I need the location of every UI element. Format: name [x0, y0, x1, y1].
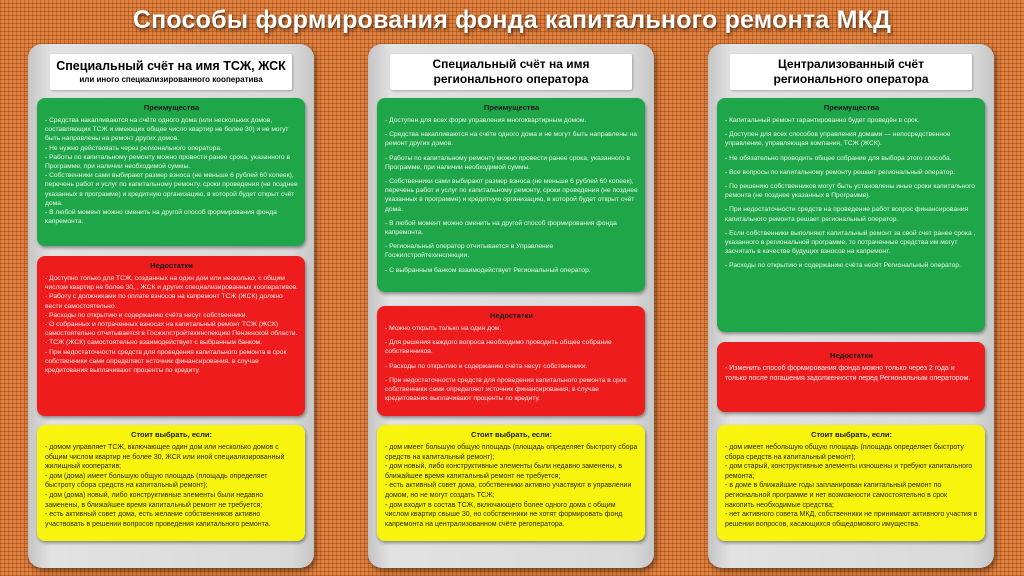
column-title: Специальный счёт на имя ТСЖ, ЖСК: [56, 59, 286, 73]
list-item: - В любой момент можно сменить на другой способ формирования фонда капремонта.: [45, 209, 277, 226]
list-item: - Доступен для всех форм управления многоквартирным домом.: [385, 117, 587, 124]
list-item: - Расходы по открытию и содержанию счёта несёт Региональный оператор.: [725, 262, 961, 270]
choose-box: [37, 425, 305, 541]
choose-title: Стоит выбрать, если:: [131, 430, 212, 439]
list-item: - есть активный совет дома, есть желание собственников активно участвовать в решении вопросов проведения капитального ремонта.: [45, 511, 271, 528]
choose-box: [717, 425, 985, 541]
column-special-account-tszh: [28, 44, 314, 568]
list-item: - Изменить способ формирования фонда можно только через 2 года и только после погашения задолженности перед Региональным оператором.: [725, 365, 971, 382]
list-item: - Средства накапливаются на счёте одного дома (или нескольких домов, составляющих ТСЖ и имеющих общее число квартир не более 30) и не могут быть направлены на ремонт других домов.: [45, 117, 289, 143]
list-item: - нет активного совета МКД, собственники не принимают активного участия в решении вопросов, касающихся общедомового имущества.: [725, 511, 978, 528]
list-item: - Все вопросы по капитальному ремонту решает региональный оператор.: [725, 168, 956, 176]
column-title: Централизованный счёт: [778, 57, 924, 71]
advantages-box: [37, 98, 305, 246]
list-item: - Региональный оператор отчитывается в Управление Госжилстройтехинспекции.: [385, 243, 554, 260]
list-item: - При недостаточности средств на проведение работ вопрос финансирования капитального ремонта решает региональный оператор.: [725, 206, 969, 223]
page-title: Способы формирования фонда капитального ремонта МКД: [132, 6, 892, 34]
list-item: - дом имеет небольшую общую площадь (площадь определяет быстроту сбора средств на капитальный ремонт);: [725, 444, 964, 461]
advantages-title: Преимущества: [143, 103, 200, 112]
list-item: - домом управляет ТСЖ, включающее один дом или несколько домов с общим числом квартир не более 30, ЖСК или иной специализированный жилищный кооператив;: [45, 444, 285, 471]
column-centralized-account: [708, 44, 994, 568]
choose-title: Стоит выбрать, если:: [471, 430, 552, 439]
list-item: - есть активный совет дома, собственники активно участвуют в управлении домом, но не могут создать ТСЖ;: [385, 482, 632, 499]
list-item: - При недостаточности средств для проведения капитального ремонта в срок собственники сами определяют источник финансирования, в случае кредитования выплачивают проценты по кредиту.: [45, 348, 287, 375]
list-item: - При недостаточности средств для проведения капитального ремонта в срок собственники сами определяют источник финансирования, в случае кредитования выплачивают проценты по кредиту.: [385, 376, 627, 403]
list-item: - Работу с должниками по оплате взносов на капремонт ТСЖ (ЖСК) должно вести самостоятельно.: [45, 293, 283, 310]
list-item: - Работы по капитальному ремонту можно провести ранее срока, указанного в Программе, при наличии необходимой суммы.: [385, 154, 631, 171]
disadvantages-title: Недостатки: [150, 261, 193, 270]
list-item: - в доме в ближайшие годы запланирован капитальный ремонт по региональной программе и нет возможности самостоятельно в срок накопить необходимые средства;: [725, 482, 948, 509]
column-subtitle: регионального оператора: [773, 72, 929, 86]
advantages-box: [377, 98, 645, 292]
choose-title: Стоит выбрать, если:: [811, 430, 892, 439]
list-item: - дом новый, либо конструктивные элементы были недавно заменены, в ближайшее время капитальный ремонт не требуется;: [385, 463, 622, 480]
list-item: - дом (дома) новый, либо конструктивные элементы были недавно заменены, в ближайшее время капитальный ремонт не требуется;: [45, 491, 264, 509]
disadvantages-title: Недостатки: [830, 351, 873, 360]
column-subtitle: регионального оператора: [433, 72, 589, 86]
choose-box: [377, 425, 645, 541]
column-special-account-regoperator: [368, 44, 654, 568]
list-item: - Доступен для всех способов управления домами — непосредственное управление, управляющая компания, ТСЖ (ЖСК).: [725, 131, 951, 148]
column-header: [730, 54, 972, 90]
advantages-title: Преимущества: [823, 103, 880, 112]
disadvantages-box: [37, 256, 305, 416]
list-item: - Можно открыть только на один дом.: [385, 325, 502, 332]
list-item: - Капитальный ремонт гарантированно будет проведён в срок.: [725, 117, 920, 124]
list-item: - Собственники сами выбирают размер взноса (не меньше 6 рублей 60 копеек), перечень работ и услуг по капитальному ремонту, сроки проведения (не позднее указанных в программе) и кредитную организацию, в которой будет открыт счёт дома.: [45, 172, 298, 207]
list-item: - дом старый, конструктивные элементы изношены и требуют капитального ремонта;: [725, 463, 973, 480]
column-subtitle: или иного специализированного кооператива: [79, 75, 263, 84]
list-item: - Не нужно действовать через регионального оператора.: [45, 144, 222, 152]
list-item: - Не обязательно проводить общее собрание для выбора этого способа.: [725, 154, 952, 162]
disadvantages-box: [377, 306, 645, 416]
column-header: [50, 54, 292, 90]
list-item: - дом (дома) имеет большую общую площадь (площадь определяет быстроту сбора средств на капитальный ремонт);: [45, 472, 268, 490]
list-item: - Доступно только для ТСЖ, созданных на один дом или несколько, с общим числом квартир не более 30, , ЖСК и других специализированных кооперативов.: [45, 275, 298, 292]
list-item: - С выбранным банком взаимодействует Региональный оператор.: [385, 266, 591, 274]
list-item: - Собственники сами выбирают размер взноса (не меньше 6 рублей 60 копеек), перечень работ и услуг по капитальному ремонту, сроки проведения (не позднее указанных в программе) и кредитную организацию, в которой будет открыт счёт дома.: [385, 178, 638, 213]
list-item: - Средства накапливаются на счёте одного дома и не могут быть направлены на ремонт других домов.: [385, 131, 637, 148]
advantages-title: Преимущества: [483, 103, 540, 112]
list-item: - Расходы по открытию и содержанию счёта несут собственники.: [385, 362, 588, 370]
disadvantages-title: Недостатки: [490, 311, 533, 320]
disadvantages-box: [717, 342, 985, 412]
list-item: - ТСЖ (ЖСК) самостоятельно взаимодействует с выбранным банком.: [45, 339, 263, 347]
list-item: - Если собственники выполняют капитальный ремонт за свой счет ранее срока , указанного в региональной программе, то потраченные средства им могут засчитать в качестве будущих взносов на капремонт.: [725, 229, 976, 256]
column-header: [390, 54, 632, 90]
list-item: - По решению собственников могут быть установлены иные сроки капитального ремонта (не позднее указанных в Программе).: [725, 183, 975, 200]
advantages-box: [717, 98, 985, 332]
list-item: - О собранных и потраченных взносах на капитальный ремонт ТСЖ (ЖСК) самостоятельно отчитывается в Госжилстройтехинспекцию Пензенской области.: [45, 321, 298, 338]
list-item: - В любой момент можно сменить на другой способ формирования фонда капремонта.: [385, 219, 617, 237]
list-item: - дом имеет большую общую площадь (площадь определяет быстроту сбора средств на капитальный ремонт);: [385, 444, 638, 461]
column-title: Специальный счёт на имя: [432, 57, 590, 71]
list-item: - Для решения каждого вопроса необходимо проводить общее собрание собственников.: [385, 339, 612, 356]
list-item: - дом входит в состав ТСЖ, включающего более одного дома с общим числом квартир свыше 30, но собственники не хотят формировать фонд капремонта на централизованном счёте регоператора.: [385, 501, 623, 528]
list-item: - Расходы по открытию и содержанию счёта несут собственники.: [45, 311, 248, 319]
list-item: - Работы по капитальному ремонту можно провести ранее срока, указанного в Программе, при наличии необходимой суммы.: [45, 153, 291, 171]
